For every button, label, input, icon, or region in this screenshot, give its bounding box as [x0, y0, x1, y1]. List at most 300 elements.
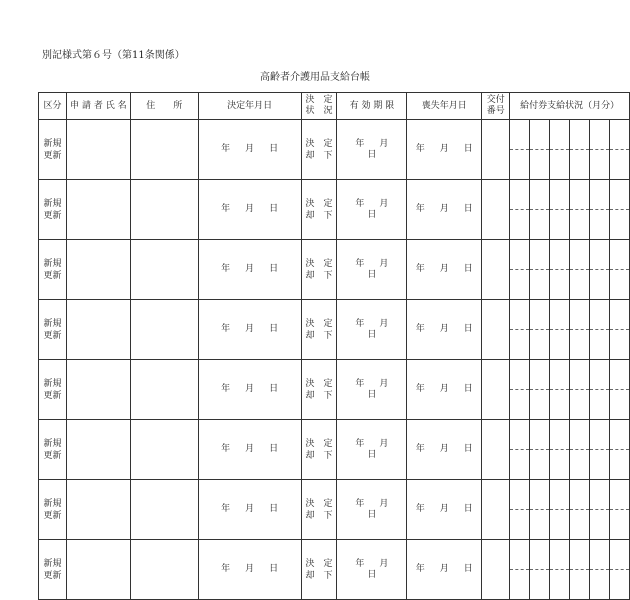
voucher-cell[interactable] — [570, 510, 590, 540]
voucher-grid-row — [510, 420, 629, 450]
header-loss-date: 喪失年月日 — [407, 93, 482, 120]
day-label: 日 — [367, 329, 377, 340]
voucher-cell[interactable] — [589, 390, 609, 420]
applicant-name-cell[interactable] — [66, 240, 130, 300]
voucher-cell[interactable] — [510, 570, 530, 600]
voucher-grid-cell — [510, 360, 630, 420]
voucher-cell[interactable] — [570, 480, 590, 510]
decision-status-cell[interactable] — [301, 240, 337, 300]
voucher-cell[interactable] — [570, 540, 590, 570]
voucher-cell[interactable] — [589, 210, 609, 240]
voucher-grid — [510, 120, 629, 179]
decision-date-cell[interactable] — [198, 420, 301, 480]
voucher-cell[interactable] — [589, 300, 609, 330]
voucher-cell[interactable] — [510, 330, 530, 360]
year-label: 年 — [221, 384, 231, 394]
voucher-cell[interactable] — [530, 330, 550, 360]
year-label: 年 — [415, 384, 425, 394]
status-reject: 却 下 — [305, 270, 333, 281]
kubun-new: 新規 — [43, 318, 62, 329]
voucher-cell[interactable] — [510, 150, 530, 180]
loss-date-cell[interactable] — [407, 360, 482, 420]
month-label: 月 — [379, 198, 389, 209]
applicant-name-cell[interactable] — [66, 360, 130, 420]
day-label: 日 — [463, 144, 473, 154]
loss-date-cell[interactable] — [407, 420, 482, 480]
day-label: 日 — [269, 564, 279, 574]
voucher-cell[interactable] — [510, 450, 530, 480]
voucher-cell[interactable] — [570, 570, 590, 600]
kubun-cell[interactable] — [39, 180, 67, 240]
voucher-cell[interactable] — [530, 210, 550, 240]
issue-number-cell[interactable] — [482, 540, 510, 600]
status-approve: 決 定 — [305, 198, 333, 209]
voucher-cell[interactable] — [589, 150, 609, 180]
day-label: 日 — [463, 384, 473, 394]
status-reject: 却 下 — [305, 390, 333, 401]
voucher-cell[interactable] — [530, 570, 550, 600]
decision-status-cell[interactable] — [301, 120, 337, 180]
status-approve: 決 定 — [305, 498, 333, 509]
year-label: 年 — [415, 504, 425, 514]
month-label: 月 — [245, 144, 255, 154]
voucher-cell[interactable] — [510, 300, 530, 330]
decision-status-cell[interactable] — [301, 480, 337, 540]
voucher-cell[interactable] — [550, 450, 570, 480]
voucher-cell[interactable] — [550, 360, 570, 390]
applicant-name-cell[interactable] — [66, 300, 130, 360]
voucher-cell[interactable] — [530, 360, 550, 390]
loss-date-cell[interactable] — [407, 540, 482, 600]
voucher-cell[interactable] — [550, 480, 570, 510]
year-label: 年 — [415, 264, 425, 274]
year-label: 年 — [221, 504, 231, 514]
voucher-cell[interactable] — [510, 540, 530, 570]
header-row — [39, 93, 630, 120]
voucher-cell[interactable] — [510, 420, 530, 450]
day-label: 日 — [367, 269, 377, 280]
year-label: 年 — [221, 204, 231, 214]
issue-number-cell[interactable] — [482, 180, 510, 240]
header-issue-number-bottom: 番号 — [486, 106, 505, 116]
voucher-grid — [510, 240, 629, 299]
voucher-cell[interactable] — [609, 180, 629, 210]
voucher-grid-row — [510, 510, 629, 540]
voucher-cell[interactable] — [570, 390, 590, 420]
voucher-cell[interactable] — [550, 390, 570, 420]
validity-date-cell[interactable] — [337, 300, 407, 360]
kubun-new: 新規 — [43, 138, 62, 149]
voucher-grid-cell — [510, 540, 630, 600]
voucher-cell[interactable] — [530, 390, 550, 420]
month-label: 月 — [245, 264, 255, 274]
voucher-cell[interactable] — [589, 540, 609, 570]
voucher-cell[interactable] — [550, 510, 570, 540]
voucher-grid-row — [510, 480, 629, 510]
voucher-grid-row — [510, 240, 629, 270]
day-label: 日 — [463, 264, 473, 274]
day-label: 日 — [367, 149, 377, 160]
status-reject: 却 下 — [305, 210, 333, 221]
voucher-cell[interactable] — [609, 330, 629, 360]
voucher-cell[interactable] — [510, 240, 530, 270]
month-label: 月 — [439, 264, 449, 274]
decision-date-cell[interactable] — [198, 300, 301, 360]
status-reject: 却 下 — [305, 330, 333, 341]
loss-date-cell[interactable] — [407, 180, 482, 240]
voucher-cell[interactable] — [510, 360, 530, 390]
status-approve: 決 定 — [305, 258, 333, 269]
voucher-cell[interactable] — [570, 420, 590, 450]
voucher-cell[interactable] — [510, 390, 530, 420]
month-label: 月 — [245, 564, 255, 574]
month-label: 月 — [439, 324, 449, 334]
voucher-cell[interactable] — [570, 300, 590, 330]
address-cell[interactable] — [130, 300, 198, 360]
day-label: 日 — [463, 324, 473, 334]
kubun-new: 新規 — [43, 438, 62, 449]
decision-date-cell[interactable] — [198, 120, 301, 180]
loss-date-cell[interactable] — [407, 120, 482, 180]
kubun-renew: 更新 — [43, 330, 62, 341]
voucher-cell[interactable] — [550, 570, 570, 600]
month-label: 月 — [379, 498, 389, 509]
voucher-cell[interactable] — [609, 120, 629, 150]
decision-date-cell[interactable] — [198, 540, 301, 600]
day-label: 日 — [367, 449, 377, 460]
address-cell[interactable] — [130, 240, 198, 300]
table-row — [39, 540, 630, 600]
kubun-cell[interactable] — [39, 300, 67, 360]
ledger-body — [39, 120, 630, 600]
voucher-cell[interactable] — [589, 270, 609, 300]
decision-date-cell[interactable] — [198, 180, 301, 240]
voucher-grid-row — [510, 180, 629, 210]
voucher-cell[interactable] — [570, 360, 590, 390]
day-label: 日 — [269, 204, 279, 214]
voucher-cell[interactable] — [609, 540, 629, 570]
voucher-cell[interactable] — [570, 150, 590, 180]
voucher-cell[interactable] — [589, 360, 609, 390]
voucher-cell[interactable] — [530, 120, 550, 150]
year-label: 年 — [355, 318, 365, 329]
loss-date-cell[interactable] — [407, 480, 482, 540]
year-label: 年 — [415, 444, 425, 454]
month-label: 月 — [439, 504, 449, 514]
table-row — [39, 240, 630, 300]
year-label: 年 — [221, 264, 231, 274]
year-label: 年 — [221, 564, 231, 574]
voucher-cell[interactable] — [530, 510, 550, 540]
voucher-cell[interactable] — [530, 480, 550, 510]
loss-date-cell[interactable] — [407, 300, 482, 360]
voucher-cell[interactable] — [530, 240, 550, 270]
month-label: 月 — [439, 384, 449, 394]
year-label: 年 — [355, 378, 365, 389]
month-label: 月 — [245, 324, 255, 334]
header-decision-date: 決定年月日 — [198, 93, 301, 120]
decision-date-cell[interactable] — [198, 360, 301, 420]
voucher-grid — [510, 420, 629, 479]
voucher-grid-row — [510, 570, 629, 600]
month-label: 月 — [379, 558, 389, 569]
document-title: 高齢者介護用品支給台帳 — [260, 72, 370, 83]
decision-status-cell[interactable] — [301, 420, 337, 480]
voucher-cell[interactable] — [570, 330, 590, 360]
status-reject: 却 下 — [305, 150, 333, 161]
issue-number-cell[interactable] — [482, 300, 510, 360]
month-label: 月 — [439, 564, 449, 574]
kubun-renew: 更新 — [43, 390, 62, 401]
voucher-grid-row — [510, 270, 629, 300]
day-label: 日 — [367, 509, 377, 520]
validity-date-cell[interactable] — [337, 120, 407, 180]
voucher-cell[interactable] — [609, 420, 629, 450]
kubun-cell[interactable] — [39, 540, 67, 600]
month-label: 月 — [245, 444, 255, 454]
decision-status-cell[interactable] — [301, 360, 337, 420]
voucher-cell[interactable] — [530, 300, 550, 330]
issue-number-cell[interactable] — [482, 360, 510, 420]
month-label: 月 — [379, 378, 389, 389]
voucher-cell[interactable] — [609, 570, 629, 600]
status-reject: 却 下 — [305, 510, 333, 521]
decision-status-cell[interactable] — [301, 300, 337, 360]
voucher-cell[interactable] — [510, 120, 530, 150]
kubun-renew: 更新 — [43, 450, 62, 461]
year-label: 年 — [355, 558, 365, 569]
voucher-cell[interactable] — [510, 480, 530, 510]
decision-status-cell[interactable] — [301, 180, 337, 240]
applicant-name-cell[interactable] — [66, 180, 130, 240]
kubun-cell[interactable] — [39, 360, 67, 420]
day-label: 日 — [463, 444, 473, 454]
decision-date-cell[interactable] — [198, 480, 301, 540]
kubun-new: 新規 — [43, 198, 62, 209]
voucher-cell[interactable] — [550, 180, 570, 210]
voucher-cell[interactable] — [589, 420, 609, 450]
status-approve: 決 定 — [305, 318, 333, 329]
validity-date-cell[interactable] — [337, 540, 407, 600]
voucher-grid-cell — [510, 480, 630, 540]
voucher-cell[interactable] — [510, 510, 530, 540]
voucher-cell[interactable] — [570, 450, 590, 480]
table-row — [39, 480, 630, 540]
address-cell[interactable] — [130, 180, 198, 240]
kubun-renew: 更新 — [43, 570, 62, 581]
applicant-name-cell[interactable] — [66, 420, 130, 480]
header-kubun: 区分 — [39, 93, 67, 120]
year-label: 年 — [355, 198, 365, 209]
month-label: 月 — [439, 444, 449, 454]
day-label: 日 — [269, 504, 279, 514]
address-cell[interactable] — [130, 480, 198, 540]
status-reject: 却 下 — [305, 570, 333, 581]
voucher-grid-cell — [510, 120, 630, 180]
voucher-cell[interactable] — [550, 540, 570, 570]
applicant-name-cell[interactable] — [66, 120, 130, 180]
voucher-cell[interactable] — [570, 120, 590, 150]
voucher-grid-row — [510, 120, 629, 150]
issue-number-cell[interactable] — [482, 240, 510, 300]
day-label: 日 — [269, 444, 279, 454]
voucher-cell[interactable] — [589, 450, 609, 480]
voucher-cell[interactable] — [609, 270, 629, 300]
voucher-cell[interactable] — [609, 300, 629, 330]
kubun-cell[interactable] — [39, 240, 67, 300]
header-decision-status — [301, 93, 337, 120]
month-label: 月 — [379, 258, 389, 269]
voucher-grid — [510, 540, 629, 599]
address-cell[interactable] — [130, 540, 198, 600]
issue-number-cell[interactable] — [482, 480, 510, 540]
voucher-cell[interactable] — [550, 300, 570, 330]
year-label: 年 — [355, 438, 365, 449]
month-label: 月 — [379, 438, 389, 449]
year-label: 年 — [415, 324, 425, 334]
ledger-table — [38, 92, 630, 600]
voucher-cell[interactable] — [589, 330, 609, 360]
voucher-cell[interactable] — [589, 510, 609, 540]
voucher-cell[interactable] — [550, 240, 570, 270]
voucher-cell[interactable] — [550, 210, 570, 240]
issue-number-cell[interactable] — [482, 420, 510, 480]
month-label: 月 — [245, 384, 255, 394]
voucher-cell[interactable] — [609, 390, 629, 420]
year-label: 年 — [355, 258, 365, 269]
voucher-grid-row — [510, 210, 629, 240]
voucher-cell[interactable] — [510, 180, 530, 210]
address-cell[interactable] — [130, 420, 198, 480]
header-decision-status-bottom: 状 況 — [305, 106, 333, 116]
voucher-grid-cell — [510, 300, 630, 360]
kubun-renew: 更新 — [43, 270, 62, 281]
form-reference: 別記様式第６号（第11条関係） — [42, 50, 185, 61]
kubun-new: 新規 — [43, 378, 62, 389]
year-label: 年 — [355, 138, 365, 149]
address-cell[interactable] — [130, 360, 198, 420]
validity-date-cell[interactable] — [337, 420, 407, 480]
decision-status-cell[interactable] — [301, 540, 337, 600]
month-label: 月 — [439, 144, 449, 154]
voucher-cell[interactable] — [609, 450, 629, 480]
voucher-grid — [510, 480, 629, 539]
voucher-cell[interactable] — [550, 330, 570, 360]
year-label: 年 — [415, 144, 425, 154]
kubun-cell[interactable] — [39, 120, 67, 180]
day-label: 日 — [367, 209, 377, 220]
status-approve: 決 定 — [305, 438, 333, 449]
header-validity: 有 効 期 限 — [337, 93, 407, 120]
voucher-grid-row — [510, 330, 629, 360]
table-row — [39, 180, 630, 240]
voucher-cell[interactable] — [589, 480, 609, 510]
voucher-cell[interactable] — [609, 240, 629, 270]
year-label: 年 — [221, 324, 231, 334]
kubun-renew: 更新 — [43, 210, 62, 221]
header-decision-status-top: 決 定 — [305, 95, 333, 105]
table-row — [39, 300, 630, 360]
voucher-cell[interactable] — [530, 180, 550, 210]
voucher-cell[interactable] — [570, 240, 590, 270]
validity-date-cell[interactable] — [337, 180, 407, 240]
voucher-cell[interactable] — [589, 180, 609, 210]
year-label: 年 — [221, 144, 231, 154]
day-label: 日 — [367, 389, 377, 400]
voucher-cell[interactable] — [570, 210, 590, 240]
voucher-cell[interactable] — [589, 120, 609, 150]
day-label: 日 — [269, 264, 279, 274]
day-label: 日 — [269, 324, 279, 334]
applicant-name-cell[interactable] — [66, 480, 130, 540]
month-label: 月 — [379, 318, 389, 329]
voucher-cell[interactable] — [609, 210, 629, 240]
table-row — [39, 360, 630, 420]
month-label: 月 — [245, 204, 255, 214]
voucher-cell[interactable] — [530, 450, 550, 480]
voucher-cell[interactable] — [530, 150, 550, 180]
header-issue-number-top: 交付 — [486, 95, 505, 105]
year-label: 年 — [415, 564, 425, 574]
voucher-cell[interactable] — [510, 210, 530, 240]
voucher-cell[interactable] — [609, 150, 629, 180]
voucher-cell[interactable] — [550, 270, 570, 300]
address-cell[interactable] — [130, 120, 198, 180]
header-voucher-status: 給付券支給状況（月分） — [510, 93, 630, 120]
day-label: 日 — [463, 204, 473, 214]
voucher-cell[interactable] — [570, 180, 590, 210]
validity-date-cell[interactable] — [337, 240, 407, 300]
applicant-name-cell[interactable] — [66, 540, 130, 600]
status-approve: 決 定 — [305, 378, 333, 389]
voucher-cell[interactable] — [589, 240, 609, 270]
day-label: 日 — [269, 144, 279, 154]
voucher-cell[interactable] — [530, 270, 550, 300]
validity-date-cell[interactable] — [337, 480, 407, 540]
kubun-cell[interactable] — [39, 480, 67, 540]
voucher-grid-row — [510, 360, 629, 390]
voucher-grid-row — [510, 300, 629, 330]
validity-date-cell[interactable] — [337, 360, 407, 420]
voucher-cell[interactable] — [609, 360, 629, 390]
voucher-cell[interactable] — [550, 120, 570, 150]
loss-date-cell[interactable] — [407, 240, 482, 300]
kubun-renew: 更新 — [43, 510, 62, 521]
voucher-cell[interactable] — [589, 570, 609, 600]
issue-number-cell[interactable] — [482, 120, 510, 180]
voucher-cell[interactable] — [510, 270, 530, 300]
voucher-cell[interactable] — [550, 420, 570, 450]
header-applicant-name: 申 請 者 氏 名 — [66, 93, 130, 120]
voucher-grid-cell — [510, 420, 630, 480]
day-label: 日 — [367, 569, 377, 580]
day-label: 日 — [269, 384, 279, 394]
voucher-cell[interactable] — [530, 540, 550, 570]
voucher-cell[interactable] — [609, 510, 629, 540]
status-reject: 却 下 — [305, 450, 333, 461]
voucher-grid-cell — [510, 180, 630, 240]
kubun-cell[interactable] — [39, 420, 67, 480]
month-label: 月 — [439, 204, 449, 214]
voucher-grid-row — [510, 540, 629, 570]
voucher-cell[interactable] — [570, 270, 590, 300]
voucher-grid — [510, 360, 629, 419]
voucher-cell[interactable] — [530, 420, 550, 450]
voucher-grid-cell — [510, 240, 630, 300]
decision-date-cell[interactable] — [198, 240, 301, 300]
voucher-cell[interactable] — [550, 150, 570, 180]
voucher-cell[interactable] — [609, 480, 629, 510]
